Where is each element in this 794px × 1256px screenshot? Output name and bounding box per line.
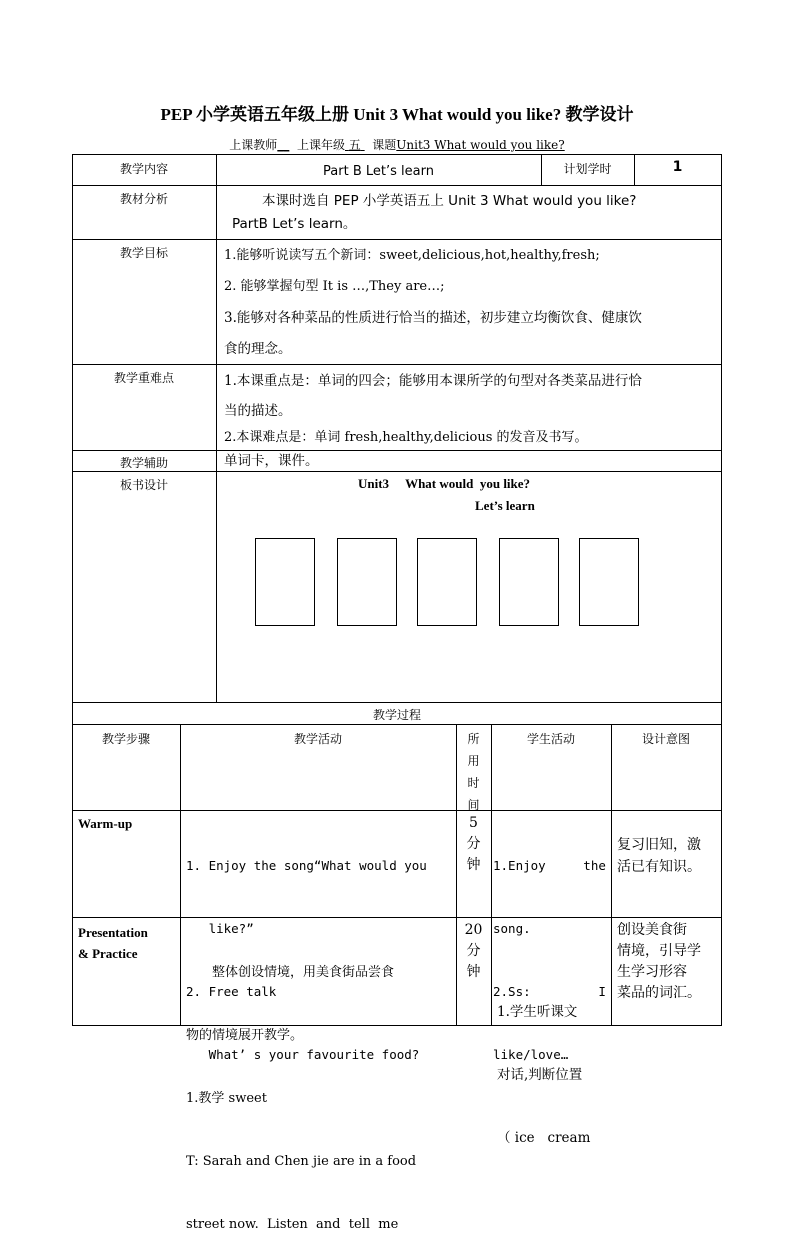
- col-activity-header: 教学活动: [293, 732, 342, 746]
- col-steps-header: 教学步骤: [101, 732, 150, 746]
- process-header: 教学过程: [372, 708, 421, 722]
- word-card-box: [417, 538, 477, 626]
- board-subtitle: Let’s learn: [475, 498, 535, 513]
- key-point-item: 2.本课难点是：单词 fresh,healthy,delicious 的发音及书写。: [224, 430, 588, 445]
- analysis-line-2: PartB Let’s learn。: [232, 216, 357, 232]
- word-card-box: [579, 538, 639, 626]
- presentation-activity: 整体创设情境，用美食街品尝食 物的情境展开教学。 1.教学 sweet T: Sarah and Chen jie are in a food street now. Listen and tell me: [186, 965, 417, 1232]
- teacher-label: 上课教师: [229, 138, 278, 152]
- presentation-time: 20 分 钟: [464, 922, 483, 980]
- presentation-student: 1.学生听课文 对话,判断位置 （ ice cream: [497, 1004, 591, 1146]
- topic-value: Unit3 What would you like?: [396, 138, 565, 152]
- lesson-info-line: [0, 136, 794, 153]
- warmup-student: 1.Enjoy the song. 2.Ss: I like/love…: [493, 858, 606, 1062]
- col-time-header: 所 用 时 间: [467, 732, 480, 812]
- warmup-intent: 复习旧知，激 活已有知识。: [617, 837, 701, 875]
- content-value: Part B Let’s learn: [323, 164, 434, 179]
- hours-value: 1: [672, 159, 683, 175]
- word-card-box: [255, 538, 315, 626]
- presentation-step: Presentation & Practice: [78, 925, 148, 961]
- aids-label: 教学辅助: [119, 456, 168, 470]
- key-points-label: 教学重难点: [113, 371, 174, 385]
- word-card-box: [337, 538, 397, 626]
- teacher-value: __: [277, 138, 290, 152]
- aids-value: 单词卡，课件。: [224, 453, 319, 469]
- hours-label: 计划学时: [563, 162, 612, 176]
- presentation-intent: 创设美食街 情境，引导学 生学习形容 菜品的词汇。: [617, 922, 701, 1001]
- word-card-box: [499, 538, 559, 626]
- board-title: Unit3 What would you like?: [358, 476, 531, 491]
- key-point-item: 当的描述。: [224, 403, 292, 419]
- topic-label: 课题: [372, 138, 397, 152]
- analysis-line-1: 本课时选自 PEP 小学英语五上 Unit 3 What would you like?: [262, 193, 637, 209]
- col-intent-header: 设计意图: [641, 732, 690, 746]
- goal-item: 3.能够对各种菜品的性质进行恰当的描述，初步建立均衡饮食、健康饮: [224, 310, 642, 326]
- warmup-time: 5 分 钟: [466, 815, 481, 873]
- goal-item: 1.能够听说读写五个新词：sweet,delicious,hot,healthy,fresh;: [224, 248, 600, 263]
- col-student-header: 学生活动: [526, 732, 575, 746]
- goals-label: 教学目标: [119, 246, 168, 260]
- page-title: PEP 小学英语五年级上册 Unit 3 What would you like? 教学设计: [160, 105, 634, 124]
- key-point-item: 1.本课重点是：单词的四会；能够用本课所学的句型对各类菜品进行恰: [224, 373, 642, 389]
- goal-item: 食的理念。: [224, 341, 292, 357]
- goal-item: 2. 能够掌握句型 It is …,They are…;: [224, 279, 445, 294]
- grade-value: 五: [348, 138, 361, 152]
- warmup-step: Warm-up: [78, 816, 133, 831]
- grade-label: 上课年级: [296, 138, 345, 152]
- warmup-activity: 1. Enjoy the song“What would you like?” 2. Free talk What’ s your favourite food?: [186, 858, 427, 1062]
- analysis-label: 教材分析: [119, 192, 168, 206]
- board-label: 板书设计: [119, 478, 168, 492]
- content-label: 教学内容: [119, 162, 168, 176]
